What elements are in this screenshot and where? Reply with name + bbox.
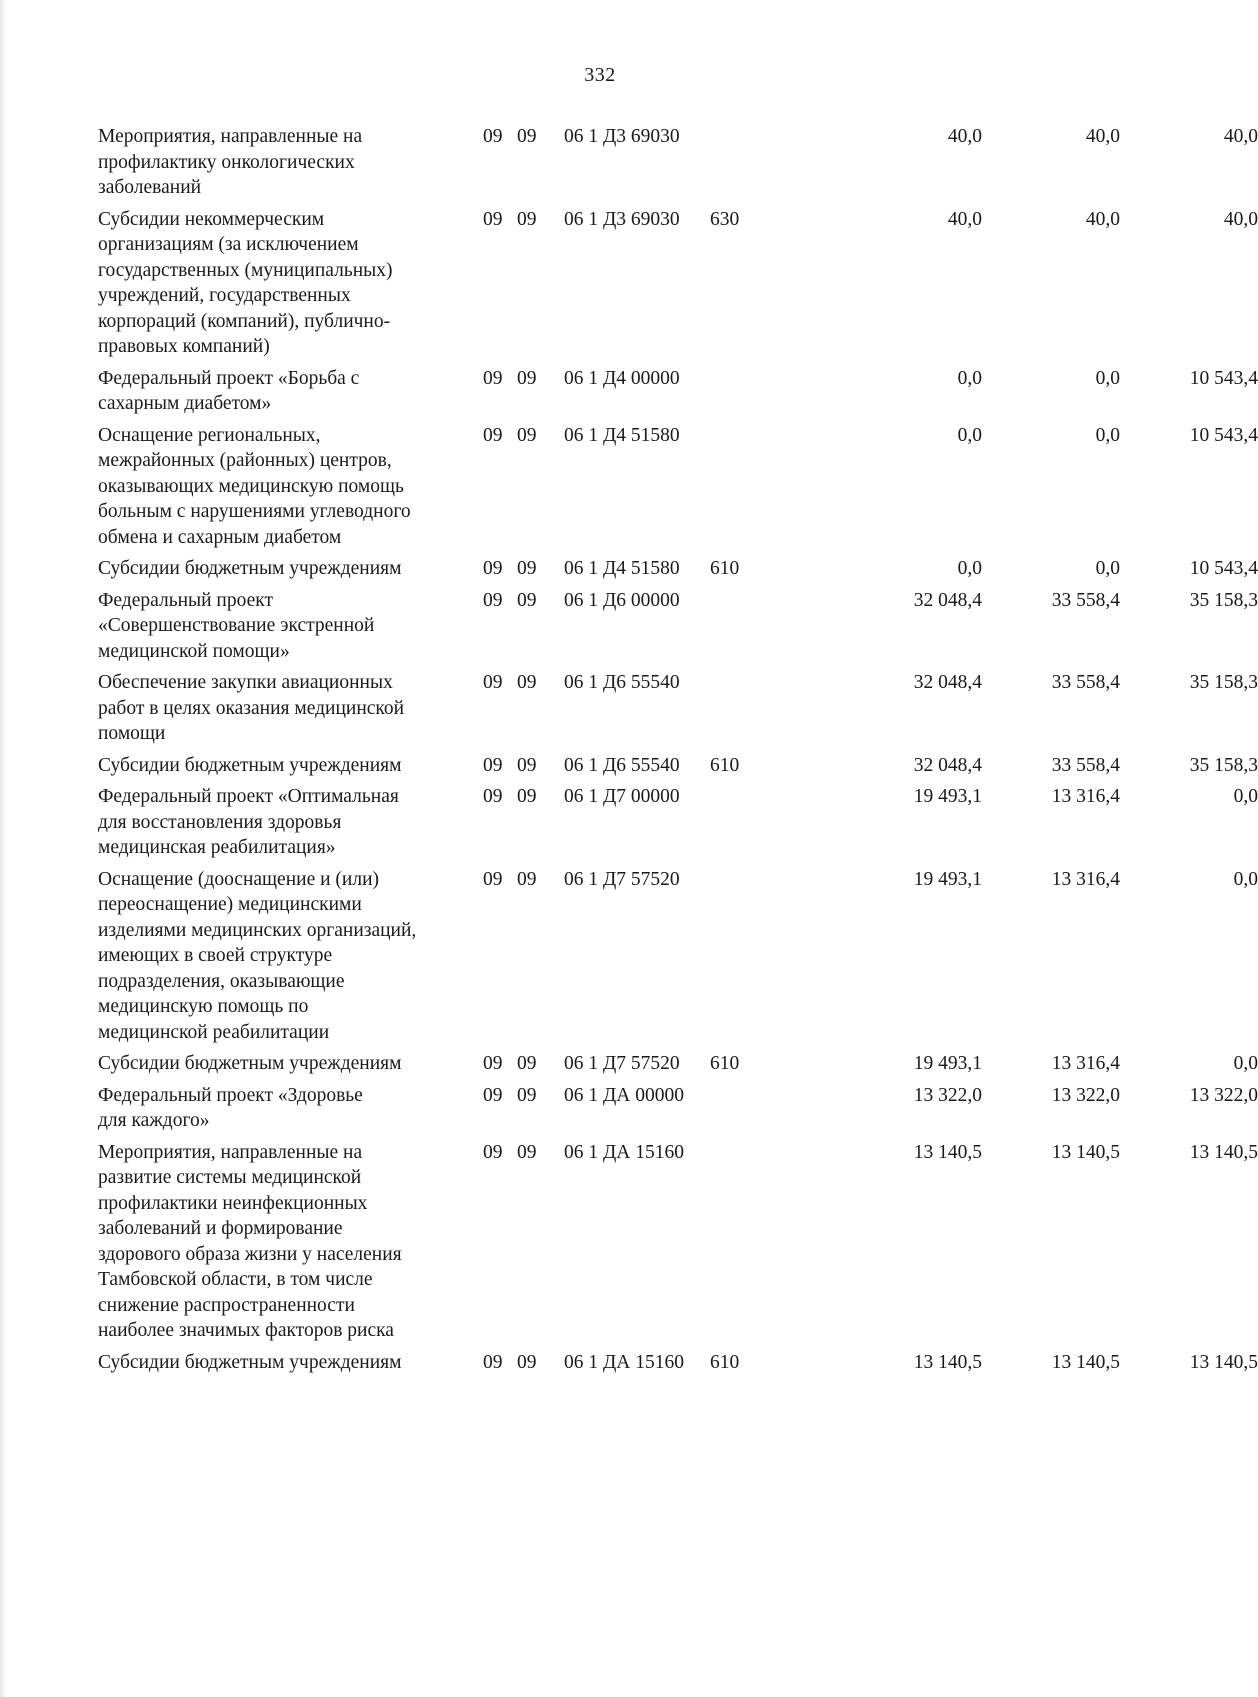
- row-amount-year-1: 13 140,5: [913, 1351, 982, 1373]
- row-target-code: 06 1 Д3 69030: [564, 126, 680, 147]
- row-section: 09: [483, 868, 503, 890]
- row-amount-year-3: 35 158,3: [1189, 672, 1258, 693]
- row-section: 09: [483, 1351, 503, 1373]
- row-amount-year-2: 0,0: [1095, 424, 1120, 446]
- row-subsection: 09: [517, 754, 537, 776]
- row-target-code: 06 1 Д6 55540: [564, 754, 680, 776]
- row-subsection: 09: [517, 208, 537, 230]
- row-target-code: 06 1 Д4 00000: [564, 367, 680, 389]
- row-name: Субсидии некоммерческим организациям (за исключением государственных (муниципальных) учреждений, государственных корпораций (компаний), публично- правовых компаний): [98, 208, 393, 357]
- scan-edge: [0, 0, 6, 1697]
- table-row: [98, 124, 1258, 201]
- row-section: 09: [483, 558, 503, 579]
- row-section: 09: [483, 786, 503, 807]
- row-amount-year-3: 35 158,3: [1189, 589, 1258, 611]
- row-amount-year-3: 13 322,0: [1189, 1084, 1258, 1106]
- row-subsection: 09: [517, 868, 537, 890]
- row-amount-year-3: 40,0: [1223, 126, 1258, 147]
- row-amount-year-1: 19 493,1: [913, 1053, 982, 1074]
- table-row: [98, 556, 1258, 582]
- table-row: [98, 1051, 1258, 1077]
- row-name: Мероприятия, направленные на профилактику онкологических заболеваний: [98, 126, 363, 198]
- row-section: 09: [483, 126, 503, 147]
- row-name: Оснащение региональных, межрайонных (районных) центров, оказывающих медицинскую помощь больным с нарушениями углеводного обмена и сахарным диабетом: [98, 424, 411, 548]
- row-amount-year-2: 13 316,4: [1051, 868, 1120, 890]
- row-target-code: 06 1 Д4 51580: [564, 558, 680, 579]
- budget-table: [98, 124, 1258, 1381]
- row-amount-year-2: 13 140,5: [1051, 1351, 1120, 1373]
- row-amount-year-3: 10 543,4: [1189, 424, 1258, 446]
- row-subsection: 09: [517, 1053, 537, 1074]
- row-section: 09: [483, 754, 503, 776]
- row-name: Субсидии бюджетным учреждениям: [98, 754, 402, 776]
- row-target-code: 06 1 ДА 15160: [564, 1141, 685, 1163]
- row-section: 09: [483, 1084, 503, 1106]
- row-section: 09: [483, 367, 503, 389]
- page-number: 332: [584, 64, 616, 86]
- row-amount-year-3: 10 543,4: [1189, 558, 1258, 579]
- row-name: Субсидии бюджетным учреждениям: [98, 1053, 402, 1074]
- row-target-code: 06 1 ДА 00000: [564, 1084, 685, 1106]
- row-subsection: 09: [517, 424, 537, 446]
- row-subsection: 09: [517, 1141, 537, 1163]
- row-subsection: 09: [517, 786, 537, 807]
- row-target-code: 06 1 Д7 57520: [564, 868, 680, 890]
- row-amount-year-1: 13 140,5: [913, 1141, 982, 1163]
- row-amount-year-2: 33 558,4: [1051, 672, 1120, 693]
- row-section: 09: [483, 1053, 503, 1074]
- row-amount-year-1: 0,0: [957, 558, 982, 579]
- row-amount-year-2: 40,0: [1085, 208, 1120, 230]
- table-row: [98, 588, 1258, 665]
- row-subsection: 09: [517, 126, 537, 147]
- row-amount-year-3: 0,0: [1233, 1053, 1258, 1074]
- table-row: [98, 670, 1258, 747]
- row-name: Субсидии бюджетным учреждениям: [98, 1351, 402, 1373]
- row-target-code: 06 1 Д7 57520: [564, 1053, 680, 1074]
- row-amount-year-3: 13 140,5: [1189, 1351, 1258, 1373]
- table-row: [98, 867, 1258, 1046]
- row-subsection: 09: [517, 367, 537, 389]
- row-name: Федеральный проект «Оптимальная для восстановления здоровья медицинская реабилитация»: [98, 786, 399, 858]
- row-subsection: 09: [517, 558, 537, 579]
- row-amount-year-2: 13 140,5: [1051, 1141, 1120, 1163]
- row-amount-year-1: 19 493,1: [913, 868, 982, 890]
- table-row: [98, 423, 1258, 551]
- row-amount-year-1: 0,0: [957, 424, 982, 446]
- row-subsection: 09: [517, 589, 537, 611]
- row-amount-year-1: 40,0: [947, 126, 982, 147]
- row-amount-year-3: 0,0: [1233, 868, 1258, 890]
- row-amount-year-2: 13 322,0: [1051, 1084, 1120, 1106]
- row-target-code: 06 1 ДА 15160: [564, 1351, 685, 1373]
- row-amount-year-2: 13 316,4: [1051, 1053, 1120, 1074]
- row-target-code: 06 1 Д3 69030: [564, 208, 680, 230]
- row-amount-year-3: 35 158,3: [1189, 754, 1258, 776]
- row-name: Оснащение (дооснащение и (или) переоснащение) медицинскими изделиями медицинских организаций, имеющих в своей структуре подразделения, оказывающие медицинскую помощь по медицинской реабилитации: [98, 868, 417, 1043]
- row-amount-year-2: 40,0: [1085, 126, 1120, 147]
- table-row: [98, 207, 1258, 360]
- table-row: [98, 1350, 1258, 1376]
- row-amount-year-3: 13 140,5: [1189, 1141, 1258, 1163]
- row-amount-year-1: 32 048,4: [913, 589, 982, 611]
- row-amount-year-1: 0,0: [957, 367, 982, 389]
- row-subsection: 09: [517, 672, 537, 693]
- row-target-code: 06 1 Д7 00000: [564, 786, 680, 807]
- row-amount-year-2: 33 558,4: [1051, 754, 1120, 776]
- row-amount-year-1: 32 048,4: [913, 754, 982, 776]
- row-name: Субсидии бюджетным учреждениям: [98, 558, 402, 579]
- row-amount-year-3: 40,0: [1223, 208, 1258, 230]
- row-amount-year-2: 33 558,4: [1051, 589, 1120, 611]
- row-amount-year-3: 10 543,4: [1189, 367, 1258, 389]
- table-row: [98, 1083, 1258, 1134]
- row-name: Федеральный проект «Совершенствование экстренной медицинской помощи»: [98, 589, 375, 662]
- row-amount-year-1: 19 493,1: [913, 786, 982, 807]
- table-row: [98, 366, 1258, 417]
- row-name: Обеспечение закупки авиационных работ в целях оказания медицинской помощи: [98, 672, 405, 744]
- row-amount-year-3: 0,0: [1233, 786, 1258, 807]
- row-expense-type: 610: [710, 1351, 740, 1373]
- row-name: Мероприятия, направленные на развитие системы медицинской профилактики неинфекционных заболеваний и формирование здорового образа жизни у населения Тамбовской области, в том числе снижение распространенности наиболее значимых факторов риска: [98, 1141, 402, 1341]
- table-row: [98, 784, 1258, 861]
- row-section: 09: [483, 672, 503, 693]
- row-target-code: 06 1 Д4 51580: [564, 424, 680, 446]
- row-amount-year-1: 40,0: [947, 208, 982, 230]
- table-row: [98, 1140, 1258, 1344]
- table-row: [98, 753, 1258, 779]
- row-amount-year-1: 32 048,4: [913, 672, 982, 693]
- row-amount-year-1: 13 322,0: [913, 1084, 982, 1106]
- row-amount-year-2: 0,0: [1095, 558, 1120, 579]
- row-name: Федеральный проект «Здоровье для каждого»: [98, 1084, 363, 1131]
- row-subsection: 09: [517, 1084, 537, 1106]
- row-expense-type: 610: [710, 558, 740, 579]
- row-section: 09: [483, 1141, 503, 1163]
- row-expense-type: 610: [710, 1053, 740, 1074]
- row-target-code: 06 1 Д6 55540: [564, 672, 680, 693]
- row-amount-year-2: 13 316,4: [1051, 786, 1120, 807]
- row-section: 09: [483, 589, 503, 611]
- row-name: Федеральный проект «Борьба с сахарным диабетом»: [98, 367, 360, 414]
- row-expense-type: 630: [710, 208, 740, 230]
- row-section: 09: [483, 424, 503, 446]
- row-expense-type: 610: [710, 754, 740, 776]
- row-subsection: 09: [517, 1351, 537, 1373]
- row-target-code: 06 1 Д6 00000: [564, 589, 680, 611]
- row-section: 09: [483, 208, 503, 230]
- row-amount-year-2: 0,0: [1095, 367, 1120, 389]
